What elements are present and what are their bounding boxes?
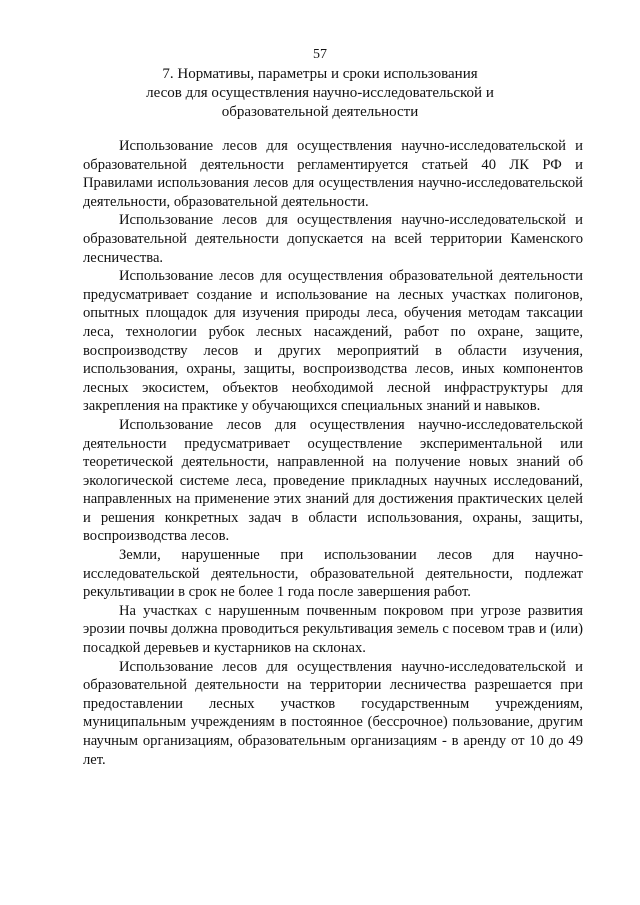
paragraph-6: На участках с нарушенным почвенным покровом при угрозе развития эрозии почвы должна проводиться рекультивация земель с посевом трав и (или) посадкой деревьев и кустарников на склонах. [83,602,583,657]
paragraph-3: Использование лесов для осуществления образовательной деятельности предусматривает создание и использование на лесных участках полигонов, опытных площадок для изучения природы леса, обучения методам таксации леса, технологии рубок лесных насаждений, работ по охране, защите, воспроизводству лесов и других мероприятий в области изучения, использования, охраны, защиты, воспроизводства лесов, иных компонентов лесных экосистем, объектов необходимой лесной инфраструктуры для закрепления на практике у обучающихся специальных знаний и навыков. [83,268,583,415]
section-heading [130,65,510,122]
page-number: 57 [313,47,327,62]
body-text [83,137,583,769]
paragraph-7: Использование лесов для осуществления научно-исследовательской и образовательной деятельности на территории лесничества разрешается при предоставлении лесных участков государственным учреждениям, муниципальным учреждениям в постоянное (бессрочное) пользование, другим научным организациям, образовательным организациям - в аренду от 10 до 49 лет. [83,658,583,768]
paragraph-2: Использование лесов для осуществления научно-исследовательской и образовательной деятельности допускается на всей территории Каменского лесничества. [83,212,583,266]
paragraph-4: Использование лесов для осуществления научно-исследовательской деятельности предусматривает осуществление экспериментальной или теоретической деятельности, направленной на получение новых знаний об экологической системе леса, проведение прикладных научных исследований, направленных на применение этих знаний для достижения практических целей и решения конкретных задач в области использования, охраны, защиты, воспроизводства лесов. [83,416,583,545]
section-heading-line-3: образовательной деятельности [221,104,419,120]
section-heading-line-1: 7. Нормативы, параметры и сроки использования [162,66,478,82]
paragraph-5: Земли, нарушенные при использовании лесов для научно-исследовательской деятельности, образовательной деятельности, подлежат рекультивации в срок не более 1 года после завершения работ. [83,547,583,601]
paragraph-1: Использование лесов для осуществления научно-исследовательской и образовательной деятельности регламентируется статьей 40 ЛК РФ и Правилами использования лесов для осуществления научно-исследовательской деятельности, образовательной деятельности. [83,138,583,210]
section-heading-line-2: лесов для осуществления научно-исследовательской и [146,85,494,101]
